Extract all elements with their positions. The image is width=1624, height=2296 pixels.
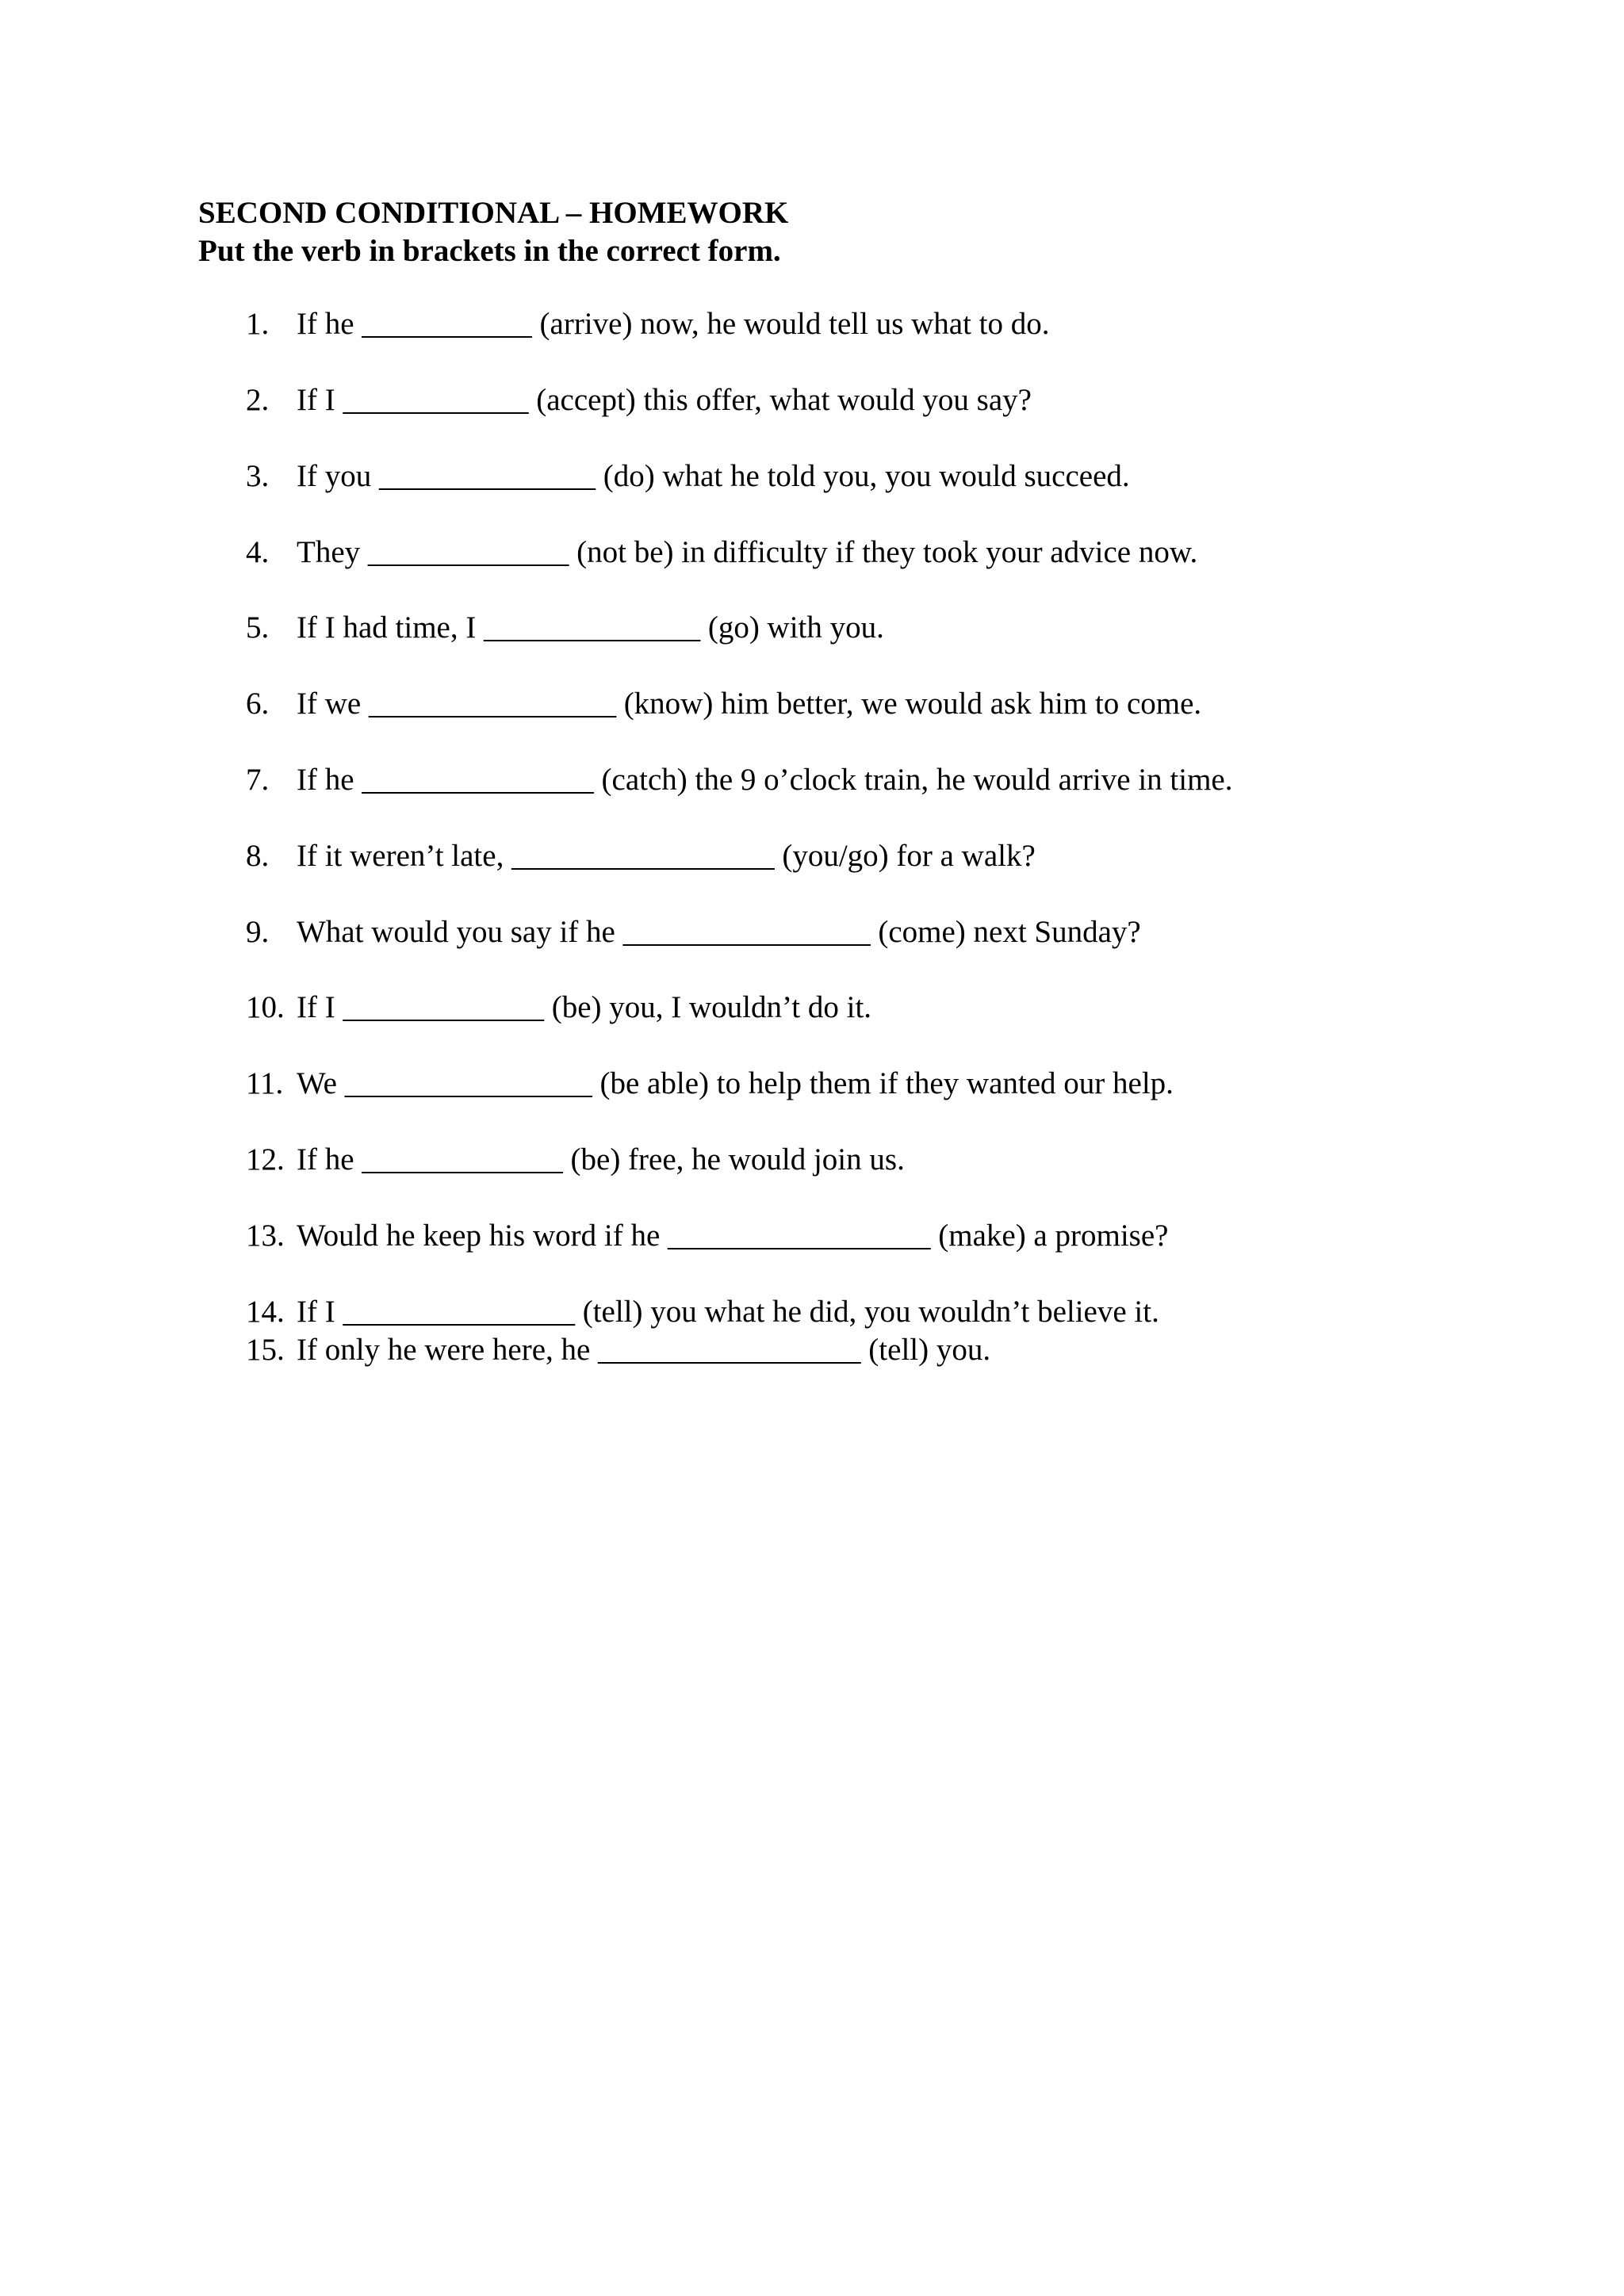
exercise-sentence: If he _______________ (catch) the 9 o’clock train, he would arrive in time.	[297, 763, 1233, 797]
exercise-number: 8.	[246, 839, 270, 873]
exercise-item	[246, 1065, 1174, 1103]
exercise-sentence: What would you say if he ________________ (come) next Sunday?	[297, 915, 1141, 949]
exercise-sentence: If he ___________ (arrive) now, he would tell us what to do.	[297, 307, 1050, 341]
exercise-item	[246, 457, 1130, 496]
exercise-number: 12.	[246, 1142, 285, 1177]
exercise-number: 11.	[246, 1066, 284, 1100]
exercise-item	[246, 534, 1197, 572]
exercise-number: 10.	[246, 990, 285, 1024]
exercise-number: 7.	[246, 763, 270, 797]
exercise-item	[246, 305, 1050, 343]
exercise-item	[246, 1141, 905, 1179]
exercise-item	[246, 761, 1232, 799]
exercise-number: 14.	[246, 1295, 285, 1329]
exercise-number: 5.	[246, 610, 270, 645]
exercise-item	[246, 1293, 1159, 1331]
exercise-sentence: If I had time, I ______________ (go) with you.	[297, 610, 884, 645]
exercise-item	[246, 837, 1036, 875]
exercise-sentence: If I ____________ (accept) this offer, what would you say?	[297, 383, 1032, 417]
exercise-sentence: If I _______________ (tell) you what he did, you wouldn’t believe it.	[297, 1295, 1159, 1329]
exercise-number: 13.	[246, 1219, 285, 1253]
exercise-item	[246, 989, 871, 1027]
exercise-item	[246, 1217, 1168, 1255]
exercise-number: 9.	[246, 915, 270, 949]
exercise-sentence: If I _____________ (be) you, I wouldn’t do it.	[297, 990, 872, 1024]
exercise-number: 3.	[246, 459, 270, 493]
exercise-sentence: If we ________________ (know) him better, we would ask him to come.	[297, 687, 1202, 721]
worksheet-instruction: Put the verb in brackets in the correct form.	[198, 234, 781, 268]
exercise-number: 1.	[246, 307, 270, 341]
exercise-sentence: We ________________ (be able) to help them if they wanted our help.	[297, 1066, 1174, 1100]
worksheet-title: SECOND CONDITIONAL – HOMEWORK	[198, 196, 789, 230]
exercise-item	[246, 1331, 990, 1369]
worksheet-heading	[198, 194, 788, 270]
exercise-item	[246, 685, 1201, 723]
exercise-item	[246, 381, 1032, 419]
exercise-number: 4.	[246, 535, 270, 569]
exercise-sentence: If he _____________ (be) free, he would join us.	[297, 1142, 905, 1177]
exercise-item	[246, 913, 1141, 951]
exercise-sentence: They _____________ (not be) in difficulty if they took your advice now.	[297, 535, 1198, 569]
exercise-sentence: If it weren’t late, _________________ (you/go) for a walk?	[297, 839, 1036, 873]
exercise-item	[246, 609, 884, 647]
exercise-sentence: If only he were here, he _________________ (tell) you.	[297, 1333, 991, 1367]
exercise-sentence: If you ______________ (do) what he told you, you would succeed.	[297, 459, 1130, 493]
exercise-number: 6.	[246, 687, 270, 721]
exercise-number: 15.	[246, 1333, 285, 1367]
exercise-number: 2.	[246, 383, 270, 417]
exercise-sentence: Would he keep his word if he _________________ (make) a promise?	[297, 1219, 1169, 1253]
